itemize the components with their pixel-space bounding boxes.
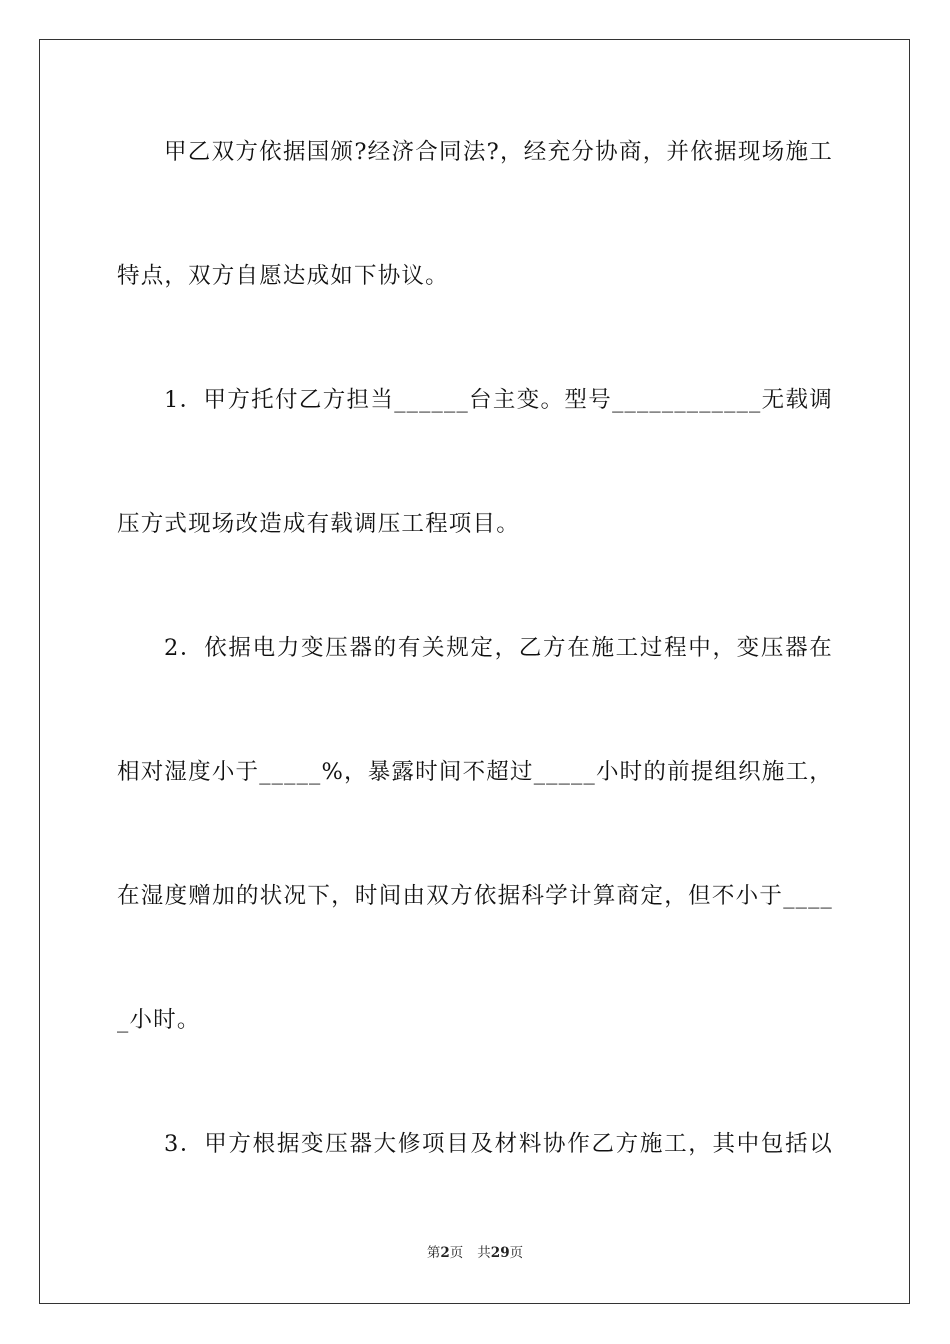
paragraph-line: 2．依据电力变压器的有关规定，乙方在施工过程中，变压器在 xyxy=(164,635,833,661)
paragraph-line: _小时。 xyxy=(117,1007,201,1033)
page-prefix: 第 xyxy=(426,1245,441,1261)
page-border xyxy=(39,39,910,1304)
page-suffix: 页 xyxy=(449,1245,464,1261)
page-number: 2 xyxy=(440,1245,450,1261)
paragraph-line: 特点，双方自愿达成如下协议。 xyxy=(117,263,449,289)
paragraph-line: 甲乙双方依据国颁?经济合同法?，经充分协商，并依据现场施工 xyxy=(164,139,833,165)
page-footer xyxy=(0,1244,950,1262)
paragraph-line: 相对湿度小于_____%，暴露时间不超过_____小时的前提组织施工， xyxy=(117,759,833,785)
total-pages: 29 xyxy=(490,1245,510,1261)
total-suffix: 页 xyxy=(509,1245,524,1261)
total-prefix: 共 xyxy=(477,1245,491,1261)
paragraph-line: 压方式现场改造成有载调压工程项目。 xyxy=(117,511,520,537)
paragraph-line: 在湿度赠加的状况下，时间由双方依据科学计算商定，但不小于____ xyxy=(117,883,833,909)
paragraph-line: 3．甲方根据变压器大修项目及材料协作乙方施工，其中包括以 xyxy=(164,1131,833,1157)
paragraph-line: 1．甲方托付乙方担当______台主变。型号____________无载调 xyxy=(164,387,833,413)
